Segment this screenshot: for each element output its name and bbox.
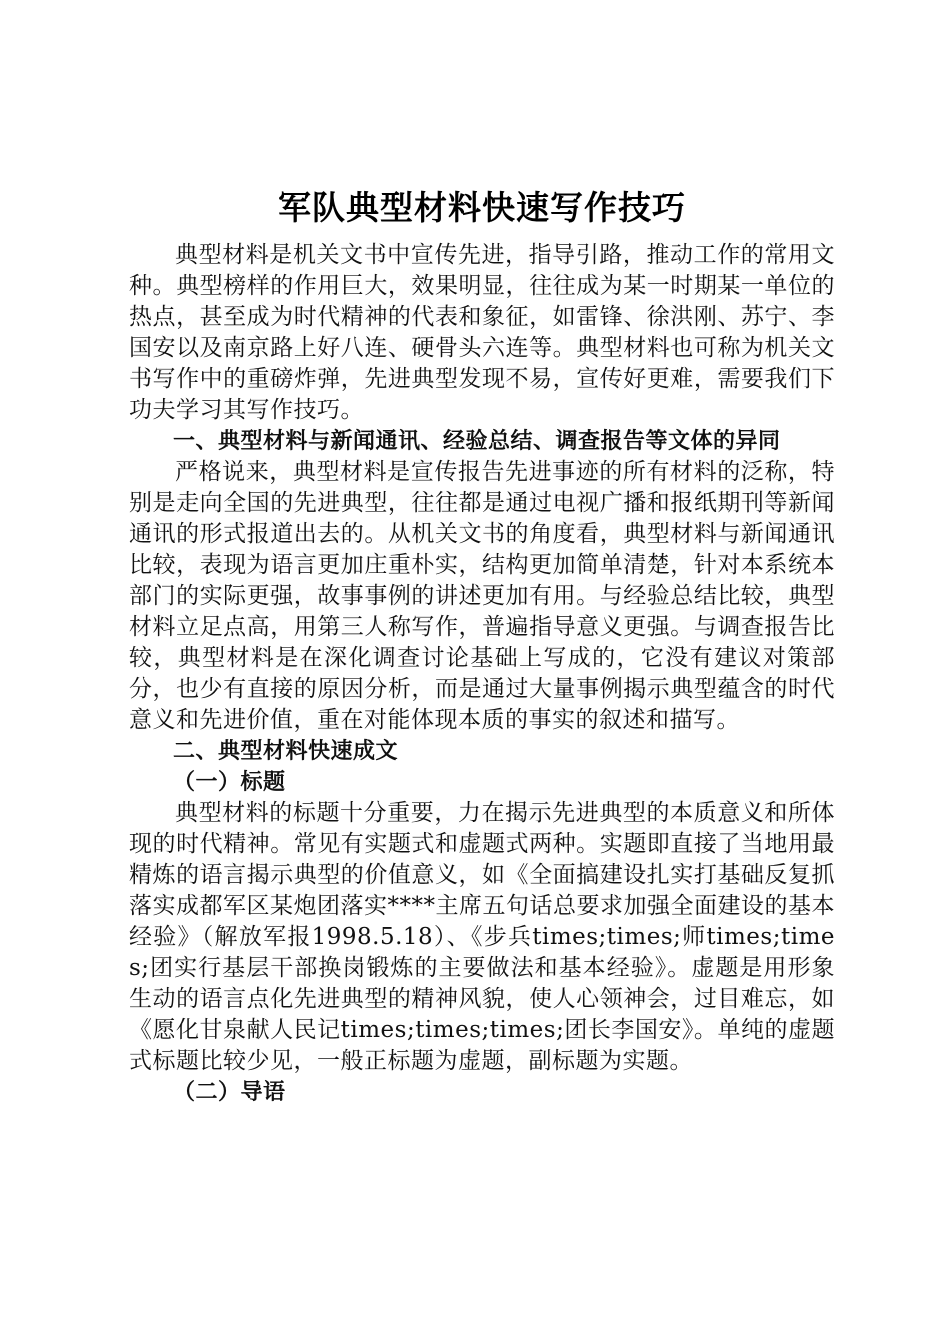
section-2-heading: 二、典型材料快速成文 xyxy=(173,739,399,764)
subsection-title-heading: （一）标题 xyxy=(173,770,286,795)
document-title: 军队典型材料快速写作技巧 xyxy=(278,188,686,227)
subsection-title-paragraph: 典型材料的标题十分重要，力在揭示先进典型的本质意义和所体现的时代精神。常见有实题式和虚题式两种。实题即直接了当地用最精炼的语言揭示典型的价值意义，如《全面搞建设扎实打基础反复抓落实成都军区某炮团落实****主席五句话总要求加强全面建设的基本经验》（解放军报1998.5.18）、《步兵times;times;师times;times;团实行基层干部换岗锻炼的主要做法和基本经验》。虚题是用形象生动的语言点化先进典型的精神风貌，使人心领神会，过目难忘，如《愿化甘泉献人民记times;times;times;团长李国安》。单纯的虚题式标题比较少见，一般正标题为虚题，副标题为实题。 xyxy=(129,800,835,1074)
document-body xyxy=(129,186,835,1108)
subsection-lead-heading: （二）导语 xyxy=(173,1080,286,1105)
section-1-heading: 一、典型材料与新闻通讯、经验总结、调查报告等文体的异同 xyxy=(173,429,781,454)
intro-paragraph: 典型材料是机关文书中宣传先进，指导引路，推动工作的常用文种。典型榜样的作用巨大，效果明显，往往成为某一时期某一单位的热点，甚至成为时代精神的代表和象征，如雷锋、徐洪刚、苏宁、李国安以及南京路上好八连、硬骨头六连等。典型材料也可称为机关文书写作中的重磅炸弹，先进典型发现不易，宣传好更难，需要我们下功夫学习其写作技巧。 xyxy=(129,242,835,423)
section-1-paragraph: 严格说来，典型材料是宣传报告先进事迹的所有材料的泛称，特别是走向全国的先进典型，往往都是通过电视广播和报纸期刊等新闻通讯的形式报道出去的。从机关文书的角度看，典型材料与新闻通讯比较，表现为语言更加庄重朴实，结构更加简单清楚，针对本系统本部门的实际更强，故事事例的讲述更加有用。与经验总结比较，典型材料立足点高，用第三人称写作，普遍指导意义更强。与调查报告比较，典型材料是在深化调查讨论基础上写成的，它没有建议对策部分，也少有直接的原因分析，而是通过大量事例揭示典型蕴含的时代意义和先进价值，重在对能体现本质的事实的叙述和描写。 xyxy=(129,459,835,733)
